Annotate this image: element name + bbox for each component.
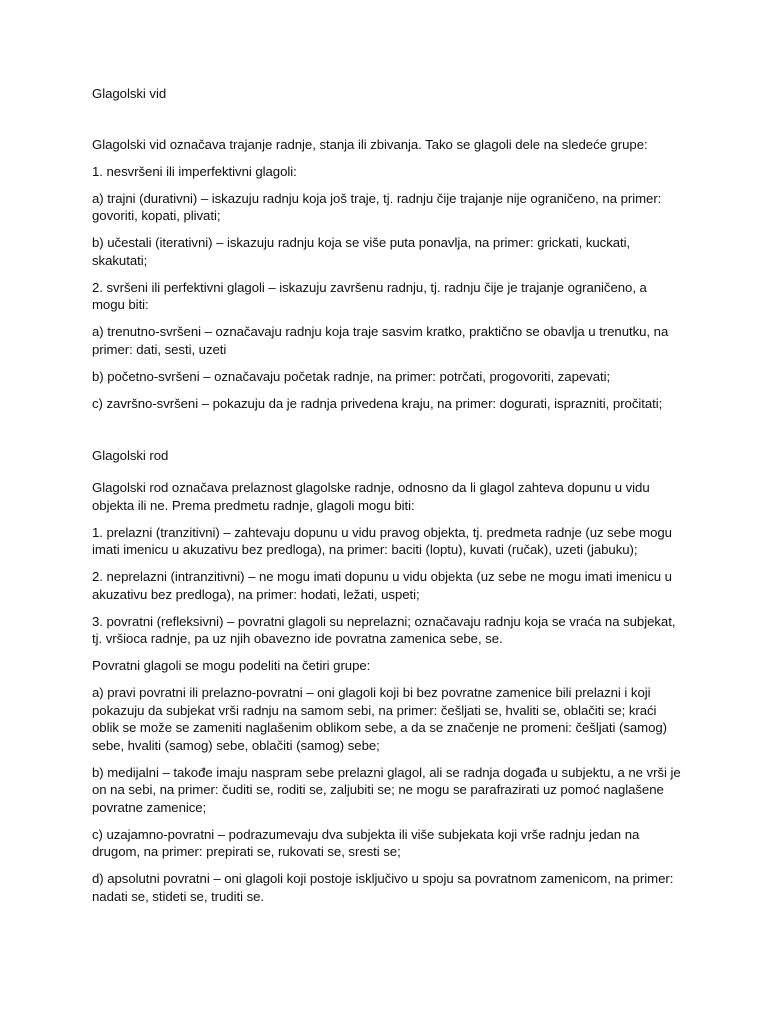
paragraph: 2. svršeni ili perfektivni glagoli – iskazuju završenu radnju, tj. radnju čije je trajanje ograničeno, a mogu biti: — [92, 279, 647, 312]
paragraph: a) trajni (durativni) – iskazuju radnju koja još traje, tj. radnju čije trajanje nije ograničeno, na primer: govoriti, kopati, plivati; — [92, 190, 662, 223]
paragraph: Glagolski rod označava prelaznost glagolske radnje, odnosno da li glagol zahteva dopunu u vidu objekta ili ne. Prema predmetu radnje, glagoli mogu biti: — [92, 480, 650, 513]
spacer — [92, 464, 682, 479]
paragraph: b) medijalni – takođe imaju naspram sebe prelazni glagol, ali se radnja događa u subjektu, a ne vrši je on na sebi, na primer: čuditi se, roditi se, zaljubiti se; ne mogu se parafrazirati uz pomoć naglašene povratne zamenice; — [92, 764, 681, 815]
paragraph: c) završno-svršeni – pokazuju da je radnja privedena kraju, na primer: dogurati, isprazniti, pročitati; — [92, 395, 663, 411]
document-body — [92, 85, 682, 915]
heading-glagolski-vid: Glagolski vid — [92, 86, 167, 101]
section-glagolski-vid — [92, 85, 682, 412]
paragraph: d) apsolutni povratni – oni glagoli koji postoje isključivo u spoju sa povratnom zamenicom, na primer: nadati se, stideti se, truditi se. — [92, 871, 674, 904]
paragraph: b) učestali (iterativni) – iskazuju radnju koja se više puta ponavlja, na primer: grickati, kuckati, skakutati; — [92, 235, 631, 268]
paragraph: 1. nesvršeni ili imperfektivni glagoli: — [92, 163, 297, 179]
paragraph: 1. prelazni (tranzitivni) – zahtevaju dopunu u vidu pravog objekta, tj. predmeta radnje (uz sebe mogu imati imenicu u akuzativu bez predloga), na primer: baciti (loptu), kuvati (ručak), uzeti (jabuku); — [92, 524, 672, 557]
paragraph: b) početno-svršeni – označavaju početak radnje, na primer: potrčati, progovoriti, zapevati; — [92, 368, 611, 384]
paragraph: 3. povratni (refleksivni) – povratni glagoli su neprelazni; označavaju radnju koja se vraća na subjekat, tj. vršioca radnje, pa uz njih obavezno ide povratna zamenica sebe, se. — [92, 613, 676, 646]
paragraph: c) uzajamno-povratni – podrazumevaju dva subjekta ili više subjekata koji vrše radnju jedan na drugom, na primer: prepirati se, rukovati se, sresti se; — [92, 826, 640, 859]
spacer — [92, 103, 682, 136]
paragraph: a) trenutno-svršeni – označavaju radnju koja traje sasvim kratko, praktično se obavlja u trenutku, na primer: dati, sesti, uzeti — [92, 324, 669, 357]
heading-glagolski-rod: Glagolski rod — [92, 447, 169, 463]
paragraph: Glagolski vid označava trajanje radnje, stanja ili zbivanja. Tako se glagoli dele na sledeće grupe: — [92, 136, 648, 152]
section-glagolski-rod — [92, 447, 682, 906]
paragraph: 2. neprelazni (intranzitivni) – ne mogu imati dopunu u vidu objekta (uz sebe ne mogu imati imenicu u akuzativu bez predloga), na primer: hodati, ležati, uspeti; — [92, 569, 672, 602]
spacer — [92, 422, 682, 447]
paragraph: a) pravi povratni ili prelazno-povratni – oni glagoli koji bi bez povratne zamenice bili prelazni i koji pokazuju da subjekat vrši radnju na samom sebi, na primer: češljati se, hvaliti se, oblačiti se; kraći oblik se može se zameniti naglašenim oblikom sebe, a da se značenje ne promeni: češljati (samog) sebe, hvaliti (samog) sebe, oblačiti (samog) sebe; — [92, 685, 668, 753]
paragraph: Povratni glagoli se mogu podeliti na četiri grupe: — [92, 658, 371, 673]
